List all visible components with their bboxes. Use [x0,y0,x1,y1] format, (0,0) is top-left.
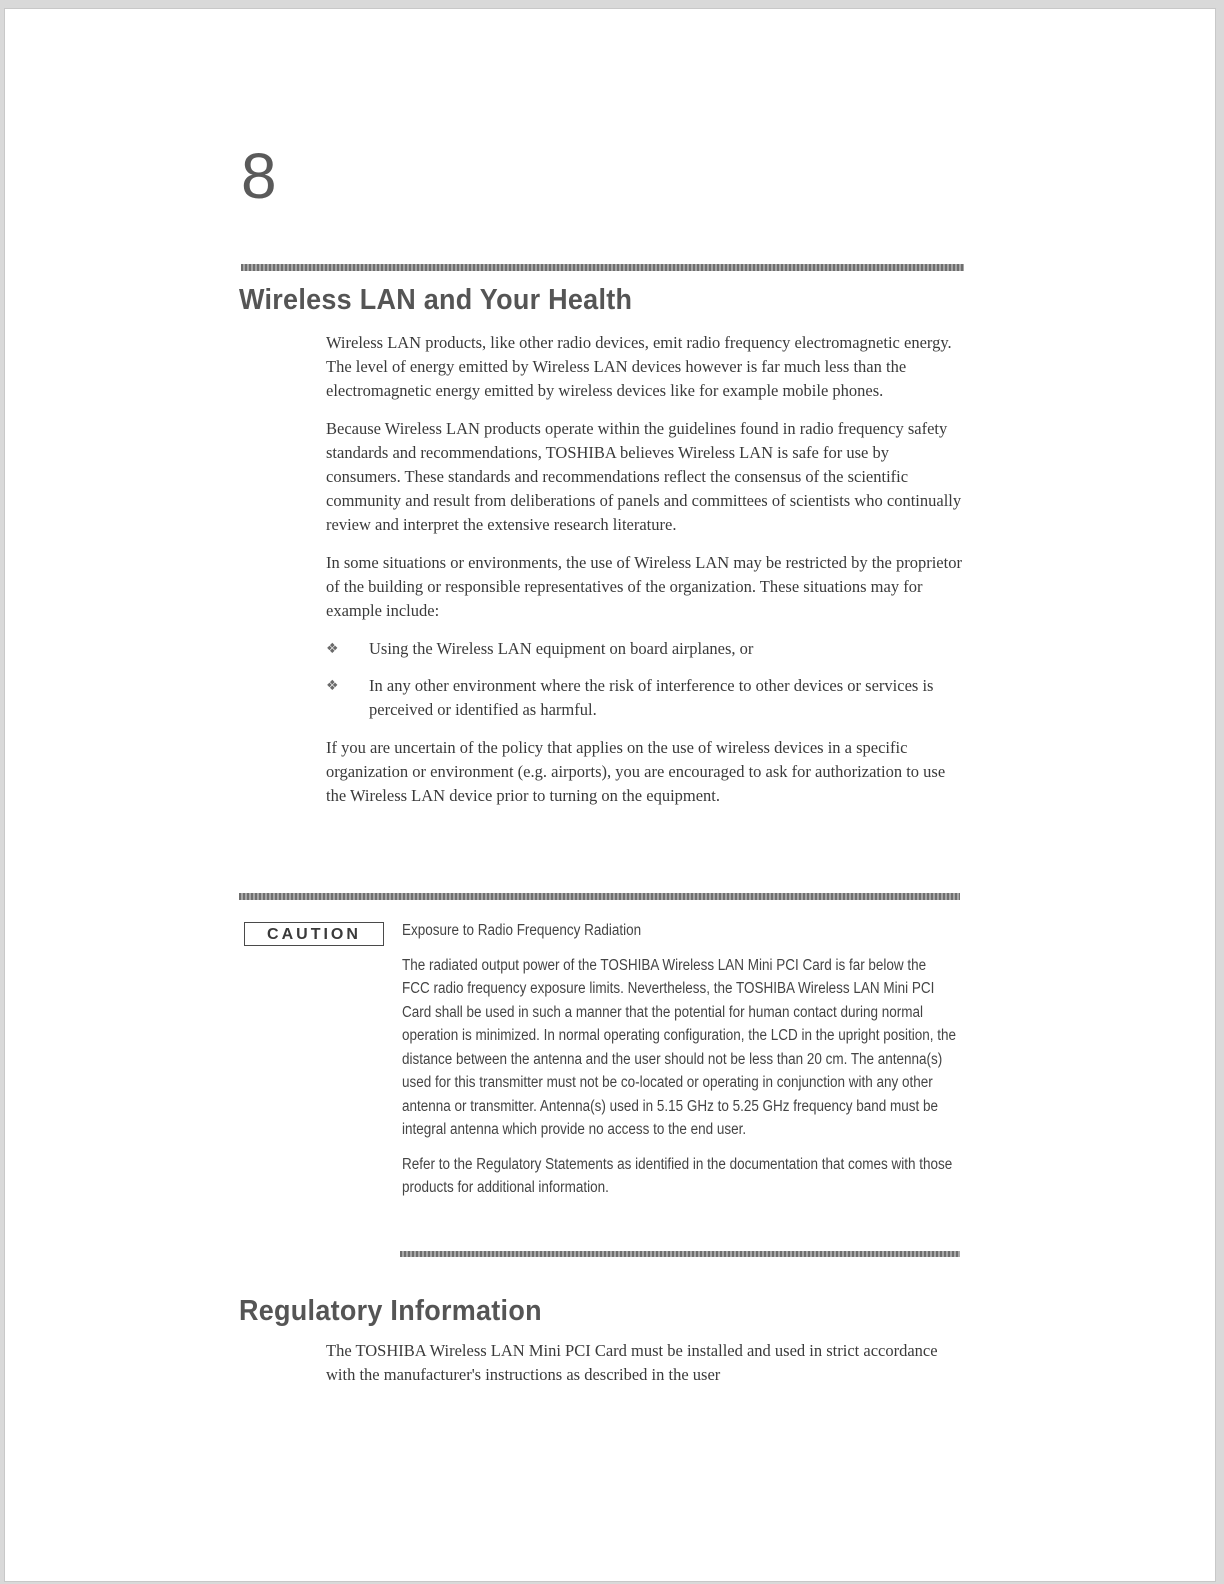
diamond-bullet-icon: ❖ [326,641,339,657]
section-body-wireless-health [326,331,966,822]
caution-rule-top [239,893,960,900]
section-body-regulatory [326,1339,966,1401]
caution-block [402,919,962,1211]
section-rule-top [241,264,964,271]
paragraph: The TOSHIBA Wireless LAN Mini PCI Card must be installed and used in strict accordance with the manufacturer's instructions as described in the user [326,1341,938,1384]
list-item-text: Using the Wireless LAN equipment on board airplanes, or [369,639,754,658]
caution-label: CAUTION [244,922,384,946]
caution-paragraph: The radiated output power of the TOSHIBA Wireless LAN Mini PCI Card is far below the FCC radio frequency exposure limits. Nevertheless, the TOSHIBA Wireless LAN Mini PCI Card shall be used in such a manner that the potential for human contact during normal operation is minimized. In normal operating configuration, the LCD in the upright position, the distance between the antenna and the user should not be less than 20 cm. The antenna(s) used for this transmitter must not be co-located or operating in conjunction with any other antenna or transmitter. Antenna(s) used in 5.15 GHz to 5.25 GHz frequency band must be integral antenna which provide no access to the end user. [402,956,956,1138]
caution-paragraph: Refer to the Regulatory Statements as identified in the documentation that comes with those products for additional information. [402,1155,953,1196]
paragraph: Because Wireless LAN products operate within the guidelines found in radio frequency safety standards and recommendations, TOSHIBA believes Wireless LAN is safe for use by consumers. These standards and recommendations reflect the consensus of the scientific community and result from deliberations of panels and committees of scientists who continually review and interpret the extensive research literature. [326,419,962,534]
list-item [326,674,966,722]
caution-rule-bottom [400,1251,960,1257]
page-number: 8 [241,140,277,212]
paragraph: Wireless LAN products, like other radio devices, emit radio frequency electromagnetic energy. The level of energy emitted by Wireless LAN devices however is far much less than the electromagnetic energy emitted by wireless devices like for example mobile phones. [326,333,952,400]
document-page [4,8,1216,1582]
diamond-bullet-icon: ❖ [326,678,339,694]
paragraph: In some situations or environments, the use of Wireless LAN may be restricted by the proprietor of the building or responsible representatives of the organization. These situations may for example include: [326,553,962,620]
caution-title: Exposure to Radio Frequency Radiation [402,922,642,939]
section-heading-regulatory: Regulatory Information [239,1295,542,1327]
section-heading-wireless-health: Wireless LAN and Your Health [239,284,633,316]
list-item [326,637,966,661]
list-item-text: In any other environment where the risk of interference to other devices or services is perceived or identified as harmful. [369,676,934,719]
bullet-list [326,637,966,722]
paragraph: If you are uncertain of the policy that applies on the use of wireless devices in a specific organization or environment (e.g. airports), you are encouraged to ask for authorization to use the Wireless LAN device prior to turning on the equipment. [326,738,946,805]
